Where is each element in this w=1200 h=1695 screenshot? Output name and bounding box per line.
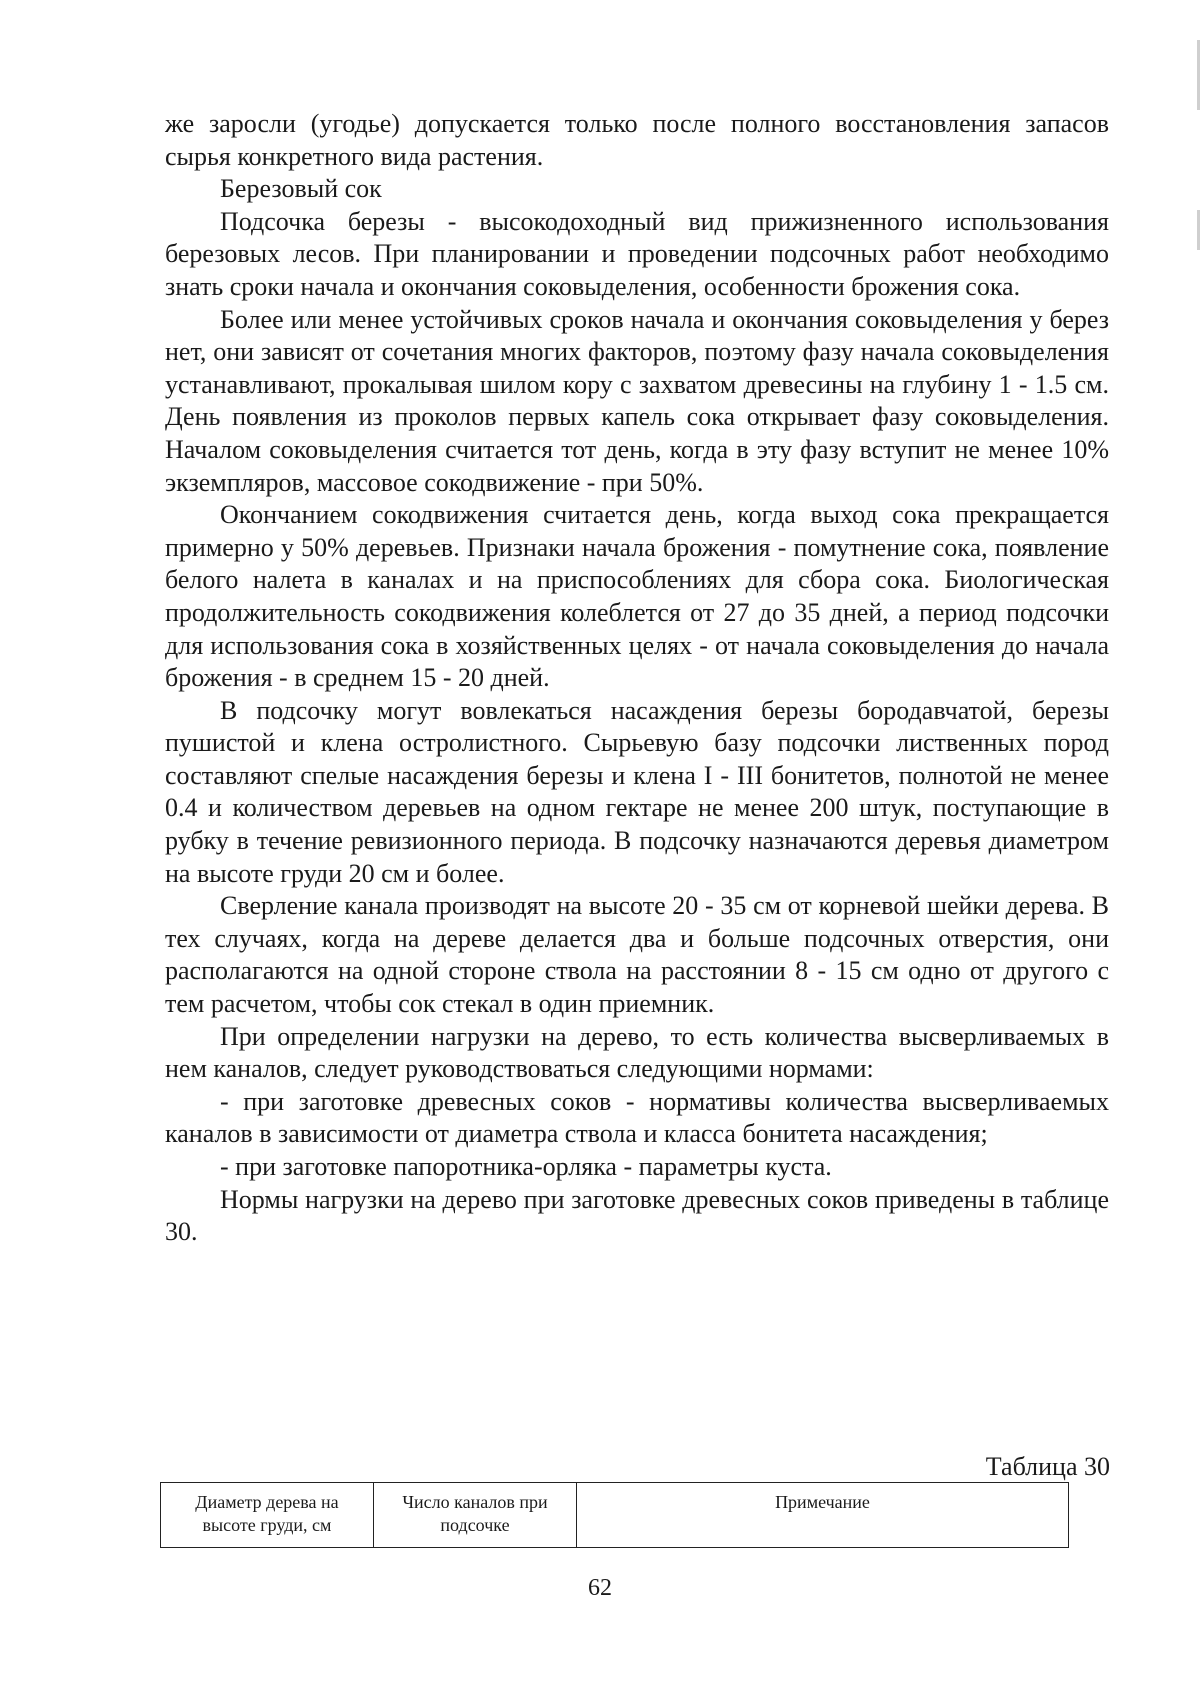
norms-table <box>160 1482 1069 1548</box>
page-number: 62 <box>588 1575 612 1601</box>
table-header-cell: Число каналов при подсочке <box>374 1483 577 1548</box>
paragraph: Более или менее устойчивых сроков начала и окончания соковыделения у берез нет, они зависят от сочетания многих факторов, поэтому фазу начала соковыделения устанавливают, прокалывая шилом кору с захватом древесины на глубину 1 - 1.5 см. День появления из проколов первых капель сока открывает фазу соковыделения. Началом соковыделения считается тот день, когда в эту фазу вступит не менее 10% экземпляров, массовое сокодвижение - при 50%. <box>165 304 1109 497</box>
paragraph: Окончанием сокодвижения считается день, когда выход сока прекращается примерно у 50% деревьев. Признаки начала брожения - помутнение сока, появление белого налета в каналах и на приспособлениях для сбора сока. Биологическая продолжительность сокодвижения колеблется от 27 до 35 дней, а период подсочки для использования сока в хозяйственных целях - от начала соковыделения до начала брожения - в среднем 15 - 20 дней. <box>165 500 1109 693</box>
table-header-row <box>161 1483 1069 1548</box>
section-heading: Березовый сок <box>220 174 382 204</box>
paragraph: При определении нагрузки на дерево, то есть количества высверливаемых в нем каналов, следует руководствоваться следующими нормами: <box>165 1021 1109 1084</box>
list-item: - при заготовке папоротника-орляка - параметры куста. <box>220 1152 832 1181</box>
paragraph: Подсочка березы - высокодоходный вид прижизненного использования березовых лесов. При планировании и проведении подсочных работ необходимо знать сроки начала и окончания соковыделения, особенности брожения сока. <box>165 206 1109 301</box>
paragraph: В подсочку могут вовлекаться насаждения березы бородавчатой, березы пушистой и клена остролистного. Сырьевую базу подсочки лиственных пород составляют спелые насаждения березы и клена I - III бонитетов, полнотой не менее 0.4 и количеством деревьев на одном гектаре не менее 200 штук, поступающие в рубку в течение ревизионного периода. В подсочку назначаются деревья диаметром на высоте груди 20 см и более. <box>165 695 1109 888</box>
paragraph: Нормы нагрузки на дерево при заготовке древесных соков приведены в таблице 30. <box>165 1184 1109 1247</box>
table-caption: Таблица 30 <box>985 1452 1110 1481</box>
body-text <box>165 108 1109 1249</box>
paragraph: же заросли (угодье) допускается только после полного восстановления запасов сырья конкретного вида растения. <box>165 109 1109 171</box>
table-header-cell: Примечание <box>577 1483 1069 1548</box>
paragraph: Сверление канала производят на высоте 20 - 35 см от корневой шейки дерева. В тех случаях, когда на дереве делается два и больше подсочных отверстия, они располагаются на одной стороне ствола на расстоянии 8 - 15 см одно от другого с тем расчетом, чтобы сок стекал в один приемник. <box>165 891 1109 1019</box>
list-item: - при заготовке древесных соков - нормативы количества высверливаемых каналов в зависимости от диаметра ствола и класса бонитета насаждения; <box>165 1086 1109 1149</box>
table-header-cell: Диаметр дерева на высоте груди, см <box>161 1483 374 1548</box>
